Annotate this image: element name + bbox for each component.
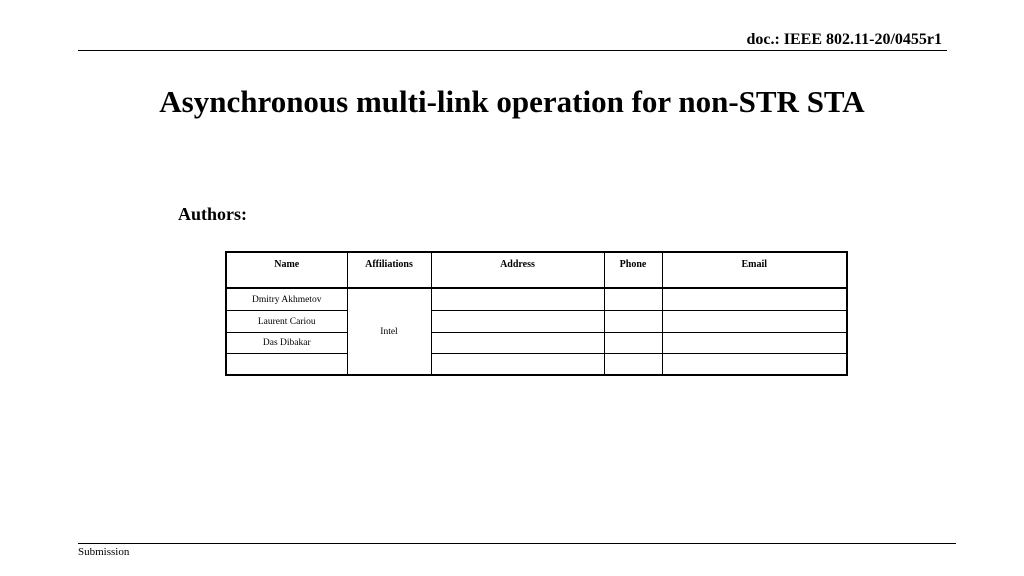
author-name-cell: Dmitry Akhmetov (226, 288, 347, 311)
author-name-cell: Laurent Cariou (226, 311, 347, 333)
table-row (226, 311, 847, 333)
phone-cell (604, 311, 662, 333)
table-row (226, 333, 847, 354)
affiliation-cell: Intel (347, 288, 431, 375)
footer-submission-label: Submission (78, 546, 130, 558)
column-header-phone: Phone (604, 252, 662, 288)
phone-cell (604, 333, 662, 354)
header-divider (78, 50, 947, 51)
column-header-email: Email (662, 252, 847, 288)
column-header-affiliations: Affiliations (347, 252, 431, 288)
author-name-cell: Das Dibakar (226, 333, 347, 354)
phone-cell (604, 354, 662, 376)
address-cell (431, 354, 604, 376)
table-row (226, 354, 847, 376)
address-cell (431, 333, 604, 354)
column-header-name: Name (226, 252, 347, 288)
address-cell (431, 288, 604, 311)
email-cell (662, 333, 847, 354)
authors-label: Authors: (178, 204, 248, 224)
document-id: doc.: IEEE 802.11-20/0455r1 (746, 31, 942, 48)
footer-divider (78, 543, 956, 544)
address-cell (431, 311, 604, 333)
email-cell (662, 311, 847, 333)
email-cell (662, 354, 847, 376)
table-header-row (226, 252, 847, 288)
author-name-cell (226, 354, 347, 376)
slide-title: Asynchronous multi-link operation for non-STR STA (159, 84, 865, 119)
table-row (226, 288, 847, 311)
column-header-address: Address (431, 252, 604, 288)
authors-table (225, 251, 848, 376)
phone-cell (604, 288, 662, 311)
email-cell (662, 288, 847, 311)
